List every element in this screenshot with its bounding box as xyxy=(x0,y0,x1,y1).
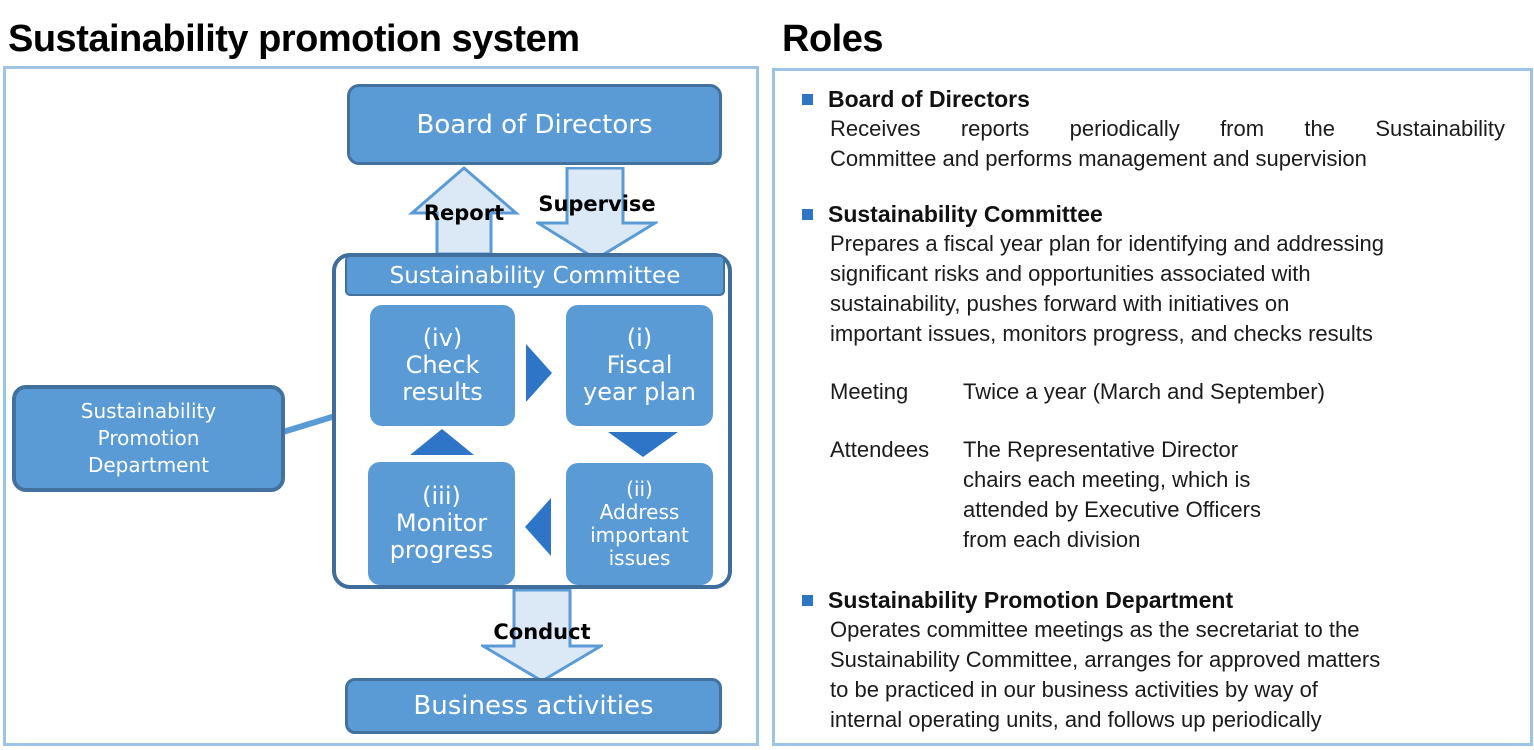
conduct-label: Conduct xyxy=(493,620,591,644)
role-section-board xyxy=(802,84,1508,174)
role-section-committee xyxy=(802,199,1508,555)
meeting-detail-row xyxy=(830,377,1508,407)
role-description: Operates committee meetings as the secretariat to the Sustainability Committee, arranges for approved matters to be practiced in our business activities by way of internal operating units, and follows up periodically xyxy=(830,617,1381,732)
attendees-label: Attendees xyxy=(830,437,930,462)
report-label: Report xyxy=(423,201,505,225)
sustainability-committee-header: Sustainability Committee xyxy=(345,255,725,296)
role-section-department xyxy=(802,585,1508,735)
dept-box-label: Sustainability Promotion Department xyxy=(80,399,217,477)
cycle-arrow-down-icon xyxy=(608,432,678,457)
cycle-check-results-box xyxy=(370,305,515,426)
cycle-check-results-label: (iv) Check results xyxy=(402,323,483,407)
role-description: Prepares a fiscal year plan for identifying and addressing significant risks and opportunities associated with sustainability, pushes forward with initiatives on important issues, monitors progress, and checks results xyxy=(830,231,1384,346)
cycle-fiscal-year-plan-box xyxy=(566,305,713,426)
sustainability-promotion-department-box xyxy=(12,385,285,492)
role-description: Receives reports periodically from the Sustainability Committee and performs management and supervision xyxy=(830,116,1505,171)
square-bullet-icon xyxy=(802,595,813,606)
supervise-label: Supervise xyxy=(538,192,656,216)
square-bullet-icon xyxy=(802,94,813,105)
role-heading-row xyxy=(802,84,1508,114)
meeting-label: Meeting xyxy=(830,379,909,404)
business-activities-box: Business activities xyxy=(345,678,722,734)
role-heading-row xyxy=(802,585,1508,615)
cycle-address-issues-box xyxy=(566,463,713,585)
square-bullet-icon xyxy=(802,209,813,220)
board-of-directors-box: Board of Directors xyxy=(347,84,722,165)
cycle-arrow-right-icon xyxy=(526,344,552,402)
diagram-title: Sustainability promotion system xyxy=(8,18,580,60)
cycle-address-issues-label: (ii) Address important issues xyxy=(590,476,689,571)
cycle-monitor-progress-label: (iii) Monitor progress xyxy=(389,481,494,565)
cycle-fiscal-year-plan-label: (i) Fiscal year plan xyxy=(583,323,696,407)
cycle-monitor-progress-box xyxy=(368,462,515,585)
cycle-arrow-left-icon xyxy=(525,498,551,556)
role-heading-row xyxy=(802,199,1508,229)
attendees-detail-row xyxy=(830,435,1508,555)
roles-panel xyxy=(772,68,1533,746)
roles-title: Roles xyxy=(782,18,883,60)
role-heading: Board of Directors xyxy=(828,85,1030,112)
meeting-value: Twice a year (March and September) xyxy=(963,379,1325,404)
role-heading: Sustainability Promotion Department xyxy=(828,586,1234,613)
cycle-arrow-up-icon xyxy=(410,429,474,455)
role-heading: Sustainability Committee xyxy=(828,200,1103,227)
attendees-value: The Representative Director chairs each meeting, which is attended by Executive Officers from each division xyxy=(963,437,1261,552)
